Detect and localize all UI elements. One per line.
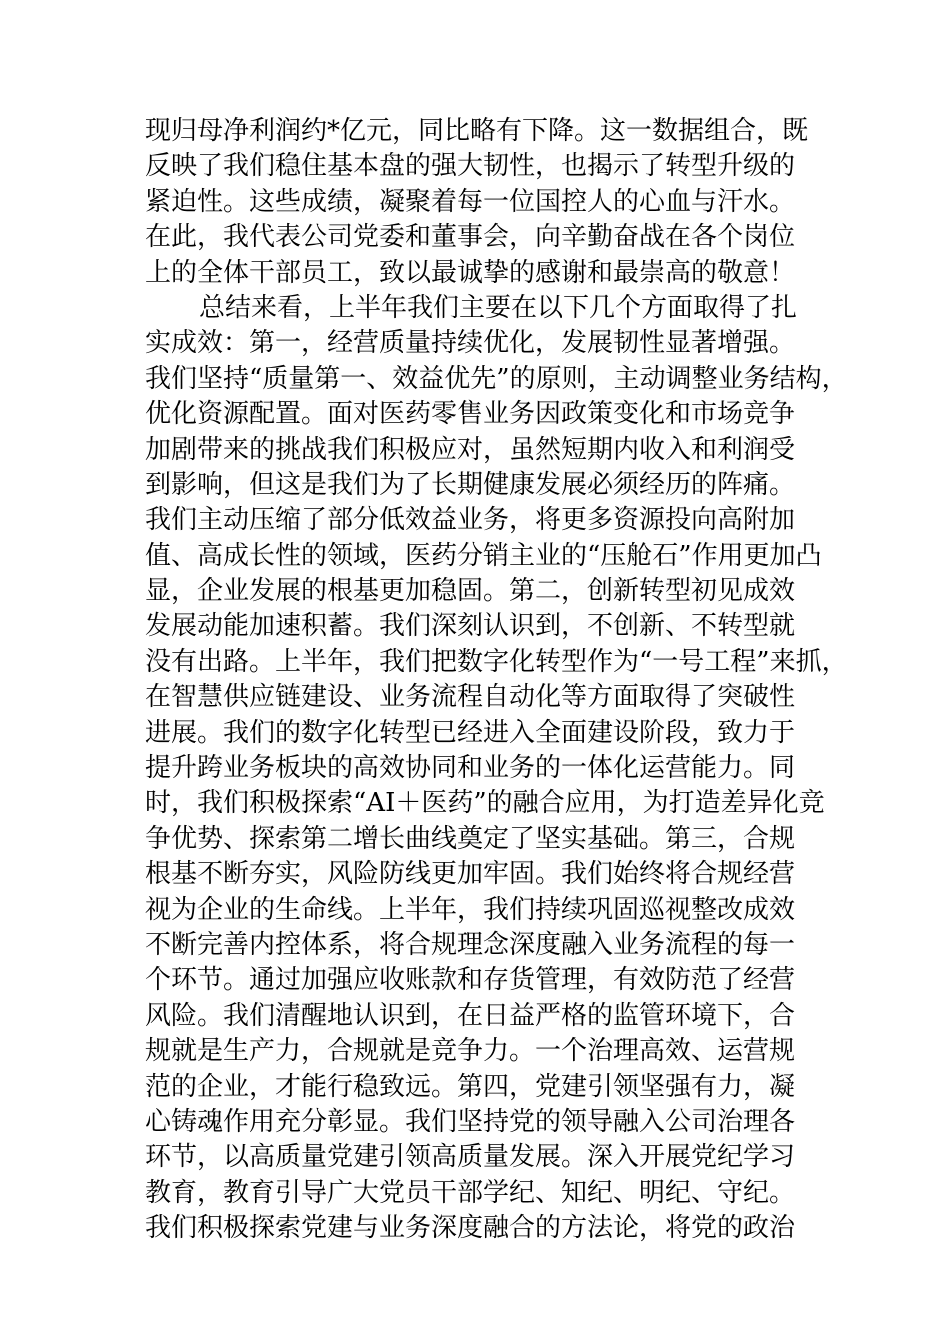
text-line: 值、高成长性的领域，医药分销主业的“压舱石”作用更加凸 [145,540,822,571]
text-line: 没有出路。上半年，我们把数字化转型作为“一号工程”来抓， [145,646,848,677]
text-line: 心铸魂作用充分彰显。我们坚持党的领导融入公司治理各 [145,1106,796,1137]
text-line: 个环节。通过加强应收账款和存货管理，有效防范了经营 [145,965,796,996]
text-line: 范的企业，才能行稳致远。第四，党建引领坚强有力，凝 [145,1071,796,1102]
text-line: 到影响，但这是我们为了长期健康发展必须经历的阵痛。 [145,469,796,500]
text-line: 教育，教育引导广大党员干部学纪、知纪、明纪、守纪。 [145,1177,796,1208]
text-line: 我们主动压缩了部分低效益业务，将更多资源投向高附加 [145,505,796,536]
text-line: 在智慧供应链建设、业务流程自动化等方面取得了突破性 [145,682,796,713]
text-line: 进展。我们的数字化转型已经进入全面建设阶段，致力于 [145,717,796,748]
body-text [145,114,848,1247]
text-line: 规就是生产力，合规就是竞争力。一个治理高效、运营规 [145,1036,796,1067]
text-line: 在此，我代表公司党委和董事会，向辛勤奋战在各个岗位 [145,222,796,253]
text-line: 根基不断夯实，风险防线更加牢固。我们始终将合规经营 [145,859,796,890]
text-line: 发展动能加速积蓄。我们深刻认识到，不创新、不转型就 [145,611,796,642]
text-line: 不断完善内控体系，将合规理念深度融入业务流程的每一 [145,929,796,960]
text-line: 争优势、探索第二增长曲线奠定了坚实基础。第三，合规 [145,823,796,854]
text-line: 优化资源配置。面对医药零售业务因政策变化和市场竞争 [145,399,796,430]
text-line: 我们积极探索党建与业务深度融合的方法论，将党的政治 [145,1213,796,1244]
text-line: 显，企业发展的根基更加稳固。第二，创新转型初见成效 [145,576,796,607]
paragraph-start-line: 总结来看，上半年我们主要在以下几个方面取得了扎 [199,292,798,323]
text-line: 加剧带来的挑战我们积极应对，虽然短期内收入和利润受 [145,434,796,465]
text-line: 上的全体干部员工，致以最诚挚的感谢和最崇高的敬意！ [145,257,796,288]
text-line: 环节，以高质量党建引领高质量发展。深入开展党纪学习 [145,1142,796,1173]
text-line: 时，我们积极探索“AI＋医药”的融合应用，为打造差异化竞 [145,788,825,819]
text-line: 实成效：第一，经营质量持续优化，发展韧性显著增强。 [145,328,796,359]
text-line: 我们坚持“质量第一、效益优先”的原则，主动调整业务结构， [145,363,848,394]
text-line: 紧迫性。这些成绩，凝聚着每一位国控人的心血与汗水。 [145,186,796,217]
text-line: 风险。我们清醒地认识到，在日益严格的监管环境下，合 [145,1000,796,1031]
text-line: 现归母净利润约*亿元，同比略有下降。这一数据组合，既 [145,116,809,146]
text-line: 提升跨业务板块的高效协同和业务的一体化运营能力。同 [145,753,796,784]
text-line: 视为企业的生命线。上半年，我们持续巩固巡视整改成效 [145,894,796,925]
text-line: 反映了我们稳住基本盘的强大韧性，也揭示了转型升级的 [145,151,796,182]
